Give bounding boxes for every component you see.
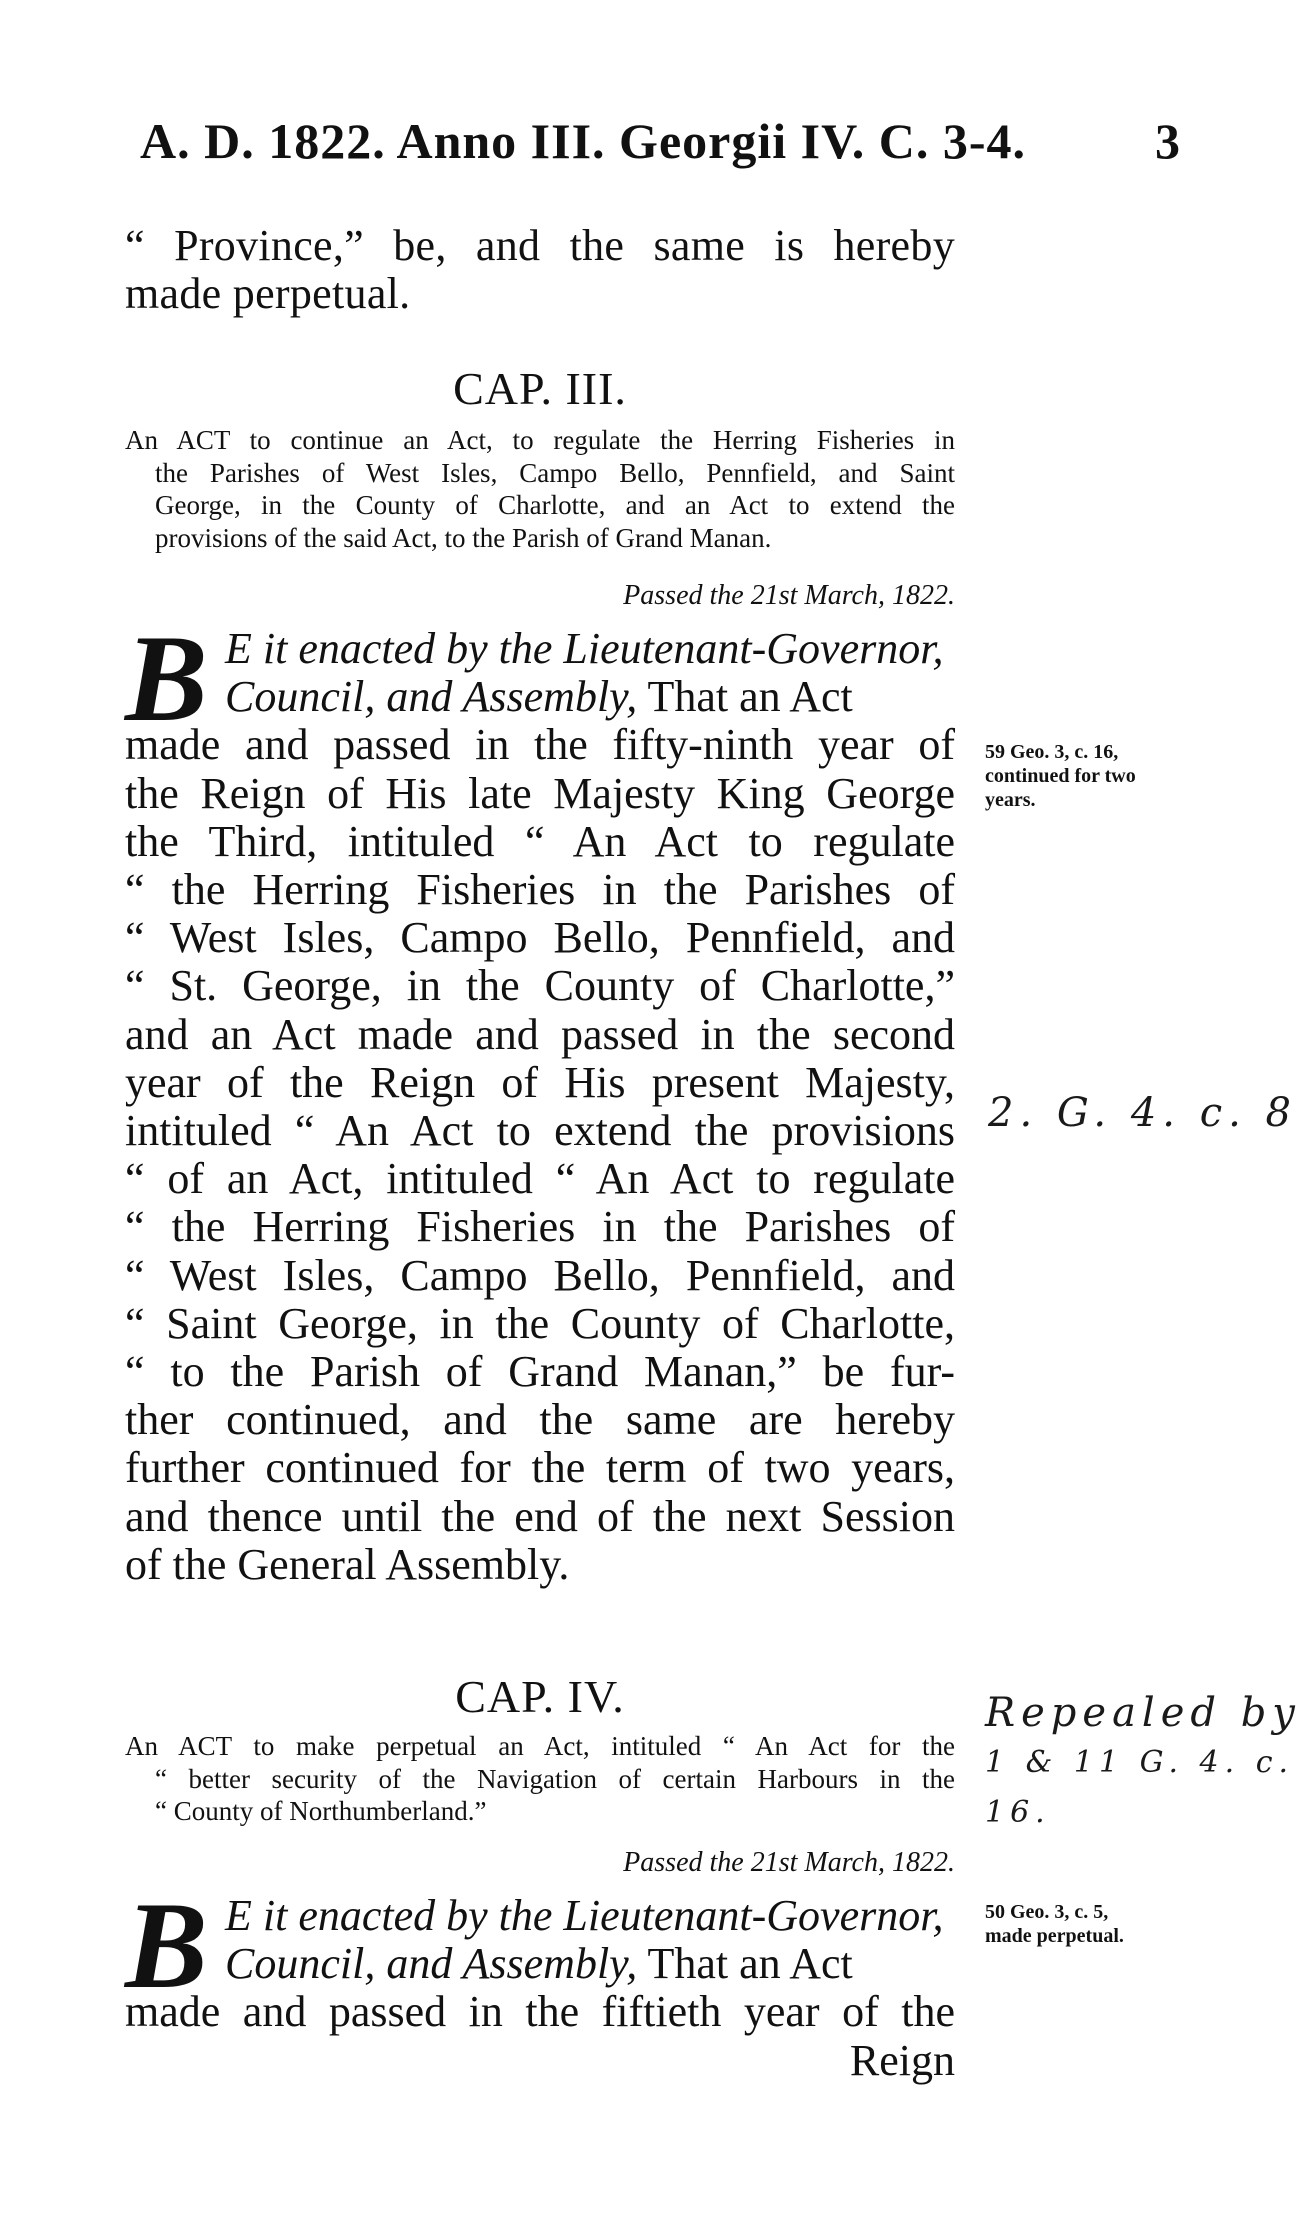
title-line: An ACT to make perpetual an Act, intituled “ An Act for the — [125, 1731, 955, 1761]
continuation-paragraph — [125, 222, 955, 318]
body-line: year of the Reign of His present Majesty, — [125, 1057, 955, 1107]
body-line: of the General Assembly. — [125, 1539, 570, 1589]
handwritten-annotation: 2. G. 4. c. 8 — [988, 1090, 1297, 1136]
title-line: “ better security of the Navigation of certain Harbours in the — [155, 1763, 955, 1794]
handwritten-annotation: Repealed by 1 & 11 G. 4. c. 16. — [985, 1690, 1301, 1830]
body-line: and an Act made and passed in the second — [125, 1009, 955, 1059]
cap-4-heading: CAP. IV. — [455, 1671, 625, 1722]
cap-3-heading: CAP. III. — [453, 363, 627, 414]
cap-4-margin-note: 50 Geo. 3, c. 5, made perpetual. — [985, 1901, 1124, 1947]
cap-3-margin-note: 59 Geo. 3, c. 16, continued for two years. — [985, 741, 1136, 811]
title-line: the Parishes of West Isles, Campo Bello, Pennfield, and Saint — [155, 457, 955, 488]
body-line: “ the Herring Fisheries in the Parishes of — [125, 865, 955, 915]
drop-cap: B — [125, 1877, 208, 2014]
running-head — [140, 112, 1200, 172]
enact-line: E it enacted by the Lieutenant-Governor, — [225, 1891, 944, 1940]
body-line: made and passed in the fiftieth year of the — [125, 1987, 955, 2037]
cap-3-passed-date: Passed the 21st March, 1822. — [623, 580, 955, 611]
body-line: ther continued, and the same are hereby — [125, 1395, 955, 1445]
title-line: George, in the County of Charlotte, and an Act to extend the — [155, 490, 955, 520]
cap-3-title — [125, 424, 955, 554]
title-line: provisions of the said Act, to the Parish of Grand Manan. — [155, 522, 772, 553]
body-line: “ St. George, in the County of Charlotte,” — [125, 961, 955, 1011]
enact-line: Council, and Assembly, That an Act — [225, 1939, 853, 1989]
cap-3-enacting-clause — [125, 610, 955, 1589]
cap-4-passed-date: Passed the 21st March, 1822. — [623, 1847, 955, 1878]
cap-4-enacting-clause — [125, 1877, 955, 2085]
body-line: the Third, intituled “ An Act to regulate — [125, 816, 955, 866]
body-line: intituled “ An Act to extend the provisions — [125, 1106, 955, 1156]
drop-cap: B — [125, 610, 208, 747]
running-head-text: A. D. 1822. Anno III. Georgii IV. C. 3-4. — [140, 113, 1026, 169]
body-line: “ of an Act, intituled “ An Act to regulate — [125, 1154, 955, 1204]
enact-line: Council, and Assembly, That an Act — [225, 672, 853, 722]
body-line: further continued for the term of two years, — [125, 1443, 955, 1493]
body-line: “ West Isles, Campo Bello, Pennfield, and — [125, 1250, 955, 1300]
cap-4-title — [125, 1730, 955, 1828]
body-line: the Reign of His late Majesty King George — [125, 768, 955, 818]
catchword: Reign — [849, 2035, 955, 2085]
title-line: “ County of Northumberland.” — [155, 1796, 487, 1826]
body-line: “ the Herring Fisheries in the Parishes of — [125, 1202, 955, 1252]
page-number: 3 — [1155, 113, 1180, 169]
body-line: “ to the Parish of Grand Manan,” be fur- — [125, 1347, 955, 1397]
title-line: An ACT to continue an Act, to regulate the Herring Fisheries in — [125, 425, 955, 455]
body-line: “ West Isles, Campo Bello, Pennfield, and — [125, 913, 955, 963]
body-line: “ Saint George, in the County of Charlotte, — [125, 1298, 955, 1348]
continuation-line: made perpetual. — [125, 269, 411, 319]
body-line: made and passed in the fifty-ninth year of — [125, 720, 955, 770]
continuation-line: “ Province,” be, and the same is hereby — [125, 221, 955, 270]
body-line: and thence until the end of the next Session — [125, 1491, 955, 1541]
enact-line: E it enacted by the Lieutenant-Governor, — [225, 624, 944, 673]
